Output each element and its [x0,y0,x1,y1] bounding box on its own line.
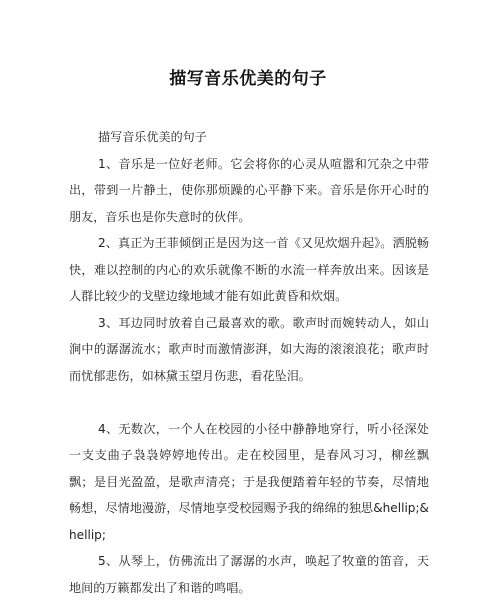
document-body [69,124,429,601]
paragraph-2: 2、真正为王菲倾倒正是因为这一首《又见炊烟升起》。洒脱畅快，难以控制的内心的欢乐就像不断的水流一样奔放出来。因该是人群比较少的戈壁边缘地域才能有如此黄昏和炊烟。 [69,236,429,303]
paragraph-5: 5、从琴上，仿佛流出了潺潺的水声，唤起了牧童的笛音，天地间的万籁都发出了和谐的鸣唱。 [69,554,429,595]
paragraph-4: 4、无数次，一个人在校园的小径中静静地穿行，听小径深处一支支曲子袅袅婷婷地传出。走在校园里，是春风习习，柳丝飘飘；是目光盈盈，是歌声清亮；于是我便踏着年轻的节奏，尽情地畅想，尽情地漫游，尽情地享受校园赐予我的绵绵的独思&hellip;&hellip; [69,421,429,542]
document-subtitle: 描写音乐优美的句子 [98,130,207,144]
document-title: 描写音乐优美的句子 [169,69,327,89]
paragraph-1: 1、音乐是一位好老师。它会将你的心灵从喧嚣和冗杂之中带出，带到一片静土，使你那烦躁的心平静下来。音乐是你开心时的朋友，音乐也是你失意时的伙伴。 [69,156,429,224]
paragraph-spacer [69,389,429,416]
paragraph-3: 3、耳边同时放着自己最喜欢的歌。歌声时而婉转动人，如山涧中的潺潺流水；歌声时而激情澎湃，如大海的滚滚浪花；歌声时而忧郁悲伤，如林黛玉望月伤悲，看花坠泪。 [69,315,429,383]
